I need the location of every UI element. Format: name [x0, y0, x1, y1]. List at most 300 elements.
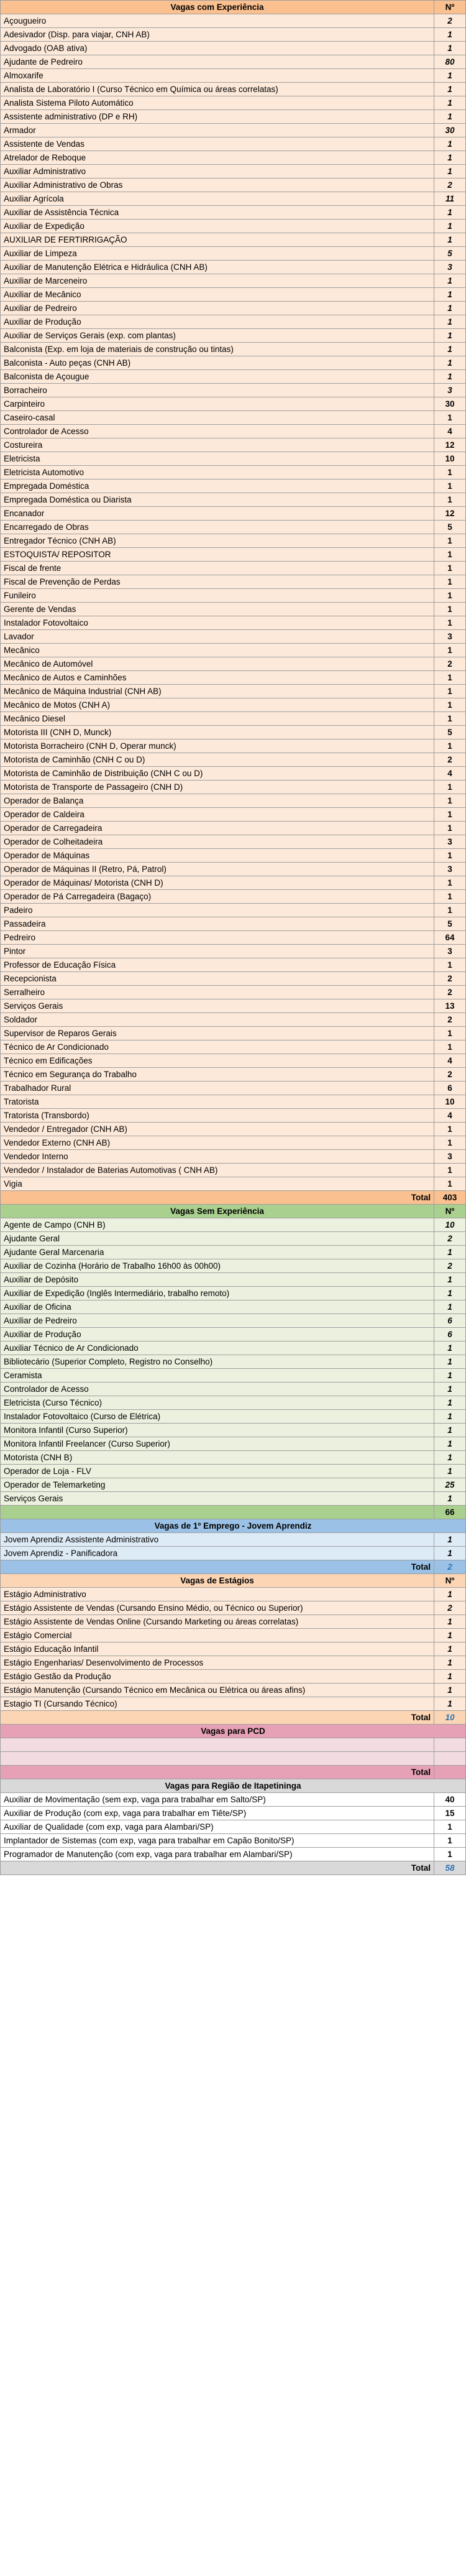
job-title: Tratorista (Transbordo): [1, 1109, 434, 1123]
job-title: Almoxarife: [1, 69, 434, 83]
job-title: Auxiliar de Produção: [1, 1328, 434, 1341]
job-count: 1: [434, 603, 466, 616]
job-title: Adesivador (Disp. para viajar, CNH AB): [1, 28, 434, 42]
job-title: Serviços Gerais: [1, 999, 434, 1013]
section-header-s6: [1, 1779, 466, 1793]
job-count: 1: [434, 1396, 466, 1410]
job-title: Auxiliar de Pedreiro: [1, 302, 434, 315]
job-title: Atrelador de Reboque: [1, 151, 434, 165]
job-title: Estágio Engenharias/ Desenvolvimento de Processos: [1, 1656, 434, 1670]
total-label: [1, 1506, 434, 1519]
job-title: Supervisor de Reparos Gerais: [1, 1027, 434, 1040]
table-row: [1, 69, 466, 83]
job-count: 1: [434, 534, 466, 548]
job-count: 1: [434, 1656, 466, 1670]
job-title: [1, 1752, 434, 1766]
job-title: Auxiliar de Cozinha (Horário de Trabalho 16h00 às 00h00): [1, 1259, 434, 1273]
job-title: Eletricista (Curso Técnico): [1, 1396, 434, 1410]
job-title: Auxiliar de Produção: [1, 315, 434, 329]
section-title: Vagas de Estágios: [1, 1574, 434, 1588]
table-row: [1, 1615, 466, 1629]
section-total: [1, 1766, 466, 1779]
table-row: [1, 1136, 466, 1150]
job-count: 1: [434, 1136, 466, 1150]
section-header-s5: [1, 1725, 466, 1738]
table-row: [1, 712, 466, 726]
job-count: 1: [434, 739, 466, 753]
job-count: 1: [434, 1437, 466, 1451]
section-header-s4: [1, 1574, 466, 1588]
section-total: [1, 1191, 466, 1205]
job-title: Mecânico de Autos e Caminhões: [1, 671, 434, 685]
job-title: Auxiliar de Manutenção Elétrica e Hidráulica (CNH AB): [1, 261, 434, 274]
table-row: [1, 917, 466, 931]
table-row: [1, 1451, 466, 1465]
job-title: Jovem Aprendiz - Panificadora: [1, 1547, 434, 1560]
job-count: 2: [434, 1259, 466, 1273]
job-title: AUXILIAR DE FERTIRRIGAÇÃO: [1, 233, 434, 247]
job-count: 1: [434, 712, 466, 726]
job-title: Estágio Comercial: [1, 1629, 434, 1642]
job-count: 1: [434, 288, 466, 302]
job-count: 11: [434, 192, 466, 206]
job-count: 2: [434, 753, 466, 767]
job-count: 1: [434, 1027, 466, 1040]
table-row: [1, 644, 466, 657]
job-title: Auxiliar de Produção (com exp, vaga para trabalhar em Tiête/SP): [1, 1807, 434, 1820]
job-title: Encarregado de Obras: [1, 521, 434, 534]
job-title: Entregador Técnico (CNH AB): [1, 534, 434, 548]
count-header: Nº: [434, 1205, 466, 1218]
job-count: 2: [434, 1601, 466, 1615]
job-title: Operador de Carregadeira: [1, 822, 434, 835]
table-row: [1, 986, 466, 999]
table-row: [1, 192, 466, 206]
job-count: 1: [434, 28, 466, 42]
job-count: 1: [434, 644, 466, 657]
table-row: [1, 55, 466, 69]
job-title: Jovem Aprendiz Assistente Administrativo: [1, 1533, 434, 1547]
table-row: [1, 1082, 466, 1095]
job-count: 4: [434, 1054, 466, 1068]
table-row: [1, 589, 466, 603]
job-count: 1: [434, 794, 466, 808]
total-label: Total: [1, 1766, 434, 1779]
job-title: Balconista - Auto peças (CNH AB): [1, 356, 434, 370]
job-count: 3: [434, 945, 466, 958]
table-row: [1, 1273, 466, 1287]
job-count: 6: [434, 1314, 466, 1328]
table-row: [1, 1588, 466, 1601]
table-row: [1, 1150, 466, 1164]
job-count: 1: [434, 137, 466, 151]
job-title: Balconista de Açougue: [1, 370, 434, 384]
job-title: Instalador Fotovoltaico (Curso de Elétrica): [1, 1410, 434, 1424]
job-count: 1: [434, 1424, 466, 1437]
job-title: Operador de Máquinas/ Motorista (CNH D): [1, 876, 434, 890]
table-row: [1, 671, 466, 685]
job-count: 1: [434, 876, 466, 890]
job-count: 1: [434, 575, 466, 589]
job-count: 80: [434, 55, 466, 69]
job-title: Estagio TI (Cursando Técnico): [1, 1697, 434, 1711]
table-row: [1, 151, 466, 165]
job-title: Auxiliar de Pedreiro: [1, 1314, 434, 1328]
table-row: [1, 698, 466, 712]
table-row: [1, 356, 466, 370]
table-row: [1, 1218, 466, 1232]
job-title: Operador de Pá Carregadeira (Bagaço): [1, 890, 434, 904]
table-row: [1, 110, 466, 124]
table-row: [1, 1437, 466, 1451]
job-count: 1: [434, 1697, 466, 1711]
job-title: Auxiliar Administrativo: [1, 165, 434, 178]
job-count: 1: [434, 1848, 466, 1861]
job-count: 1: [434, 822, 466, 835]
job-title: Pintor: [1, 945, 434, 958]
table-row: [1, 781, 466, 794]
job-title: Operador de Telemarketing: [1, 1478, 434, 1492]
job-count: 1: [434, 1341, 466, 1355]
job-title: Estágio Assistente de Vendas Online (Cursando Marketing ou áreas correlatas): [1, 1615, 434, 1629]
table-row: [1, 1807, 466, 1820]
table-row: [1, 1492, 466, 1506]
job-count: 5: [434, 521, 466, 534]
table-row: [1, 822, 466, 835]
job-count: 1: [434, 96, 466, 110]
job-count: 1: [434, 480, 466, 493]
table-row: [1, 1027, 466, 1040]
job-count: 1: [434, 343, 466, 356]
job-count: 25: [434, 1478, 466, 1492]
table-row: [1, 1232, 466, 1246]
job-title: Vendedor Interno: [1, 1150, 434, 1164]
job-title: Bibliotecário (Superior Completo, Registro no Conselho): [1, 1355, 434, 1369]
job-title: Recepcionista: [1, 972, 434, 986]
table-row: [1, 96, 466, 110]
table-row: [1, 261, 466, 274]
job-count: 1: [434, 315, 466, 329]
job-title: Analista de Laboratório I (Curso Técnico em Química ou áreas correlatas): [1, 83, 434, 96]
table-row: [1, 1123, 466, 1136]
section-title: Vagas com Experiência: [1, 1, 434, 14]
job-title: Eletricista Automotivo: [1, 466, 434, 480]
job-count: 3: [434, 863, 466, 876]
table-row: [1, 575, 466, 589]
table-row: [1, 397, 466, 411]
job-count: 4: [434, 1109, 466, 1123]
table-row: [1, 630, 466, 644]
job-title: Mecânico Diesel: [1, 712, 434, 726]
job-title: Técnico em Segurança do Trabalho: [1, 1068, 434, 1082]
table-row: [1, 753, 466, 767]
job-title: Auxiliar de Expedição (Inglês Intermediário, trabalho remoto): [1, 1287, 434, 1300]
table-row: [1, 315, 466, 329]
job-title: Monitora Infantil (Curso Superior): [1, 1424, 434, 1437]
job-count: 1: [434, 1684, 466, 1697]
job-title: Estágio Educação Infantil: [1, 1642, 434, 1656]
job-title: Estágio Gestão da Produção: [1, 1670, 434, 1684]
job-count: 1: [434, 781, 466, 794]
job-count: 1: [434, 1533, 466, 1547]
job-count: 1: [434, 1383, 466, 1396]
job-count: 1: [434, 890, 466, 904]
total-value: 10: [434, 1711, 466, 1725]
job-title: Empregada Doméstica: [1, 480, 434, 493]
job-title: Auxiliar Técnico de Ar Condicionado: [1, 1341, 434, 1355]
job-title: Mecânico de Automóvel: [1, 657, 434, 671]
table-row: [1, 534, 466, 548]
job-title: Ajudante Geral: [1, 1232, 434, 1246]
table-row: [1, 562, 466, 575]
table-row: [1, 165, 466, 178]
job-count: 1: [434, 1588, 466, 1601]
table-row: [1, 685, 466, 698]
job-title: Monitora Infantil Freelancer (Curso Superior): [1, 1437, 434, 1451]
job-count: 1: [434, 42, 466, 55]
job-title: Analista Sistema Piloto Automático: [1, 96, 434, 110]
table-row: [1, 521, 466, 534]
job-title: Estágio Administrativo: [1, 1588, 434, 1601]
table-row: [1, 274, 466, 288]
job-count: 1: [434, 698, 466, 712]
job-title: Mecânico de Motos (CNH A): [1, 698, 434, 712]
table-row: [1, 302, 466, 315]
job-count: 1: [434, 110, 466, 124]
job-count: 1: [434, 849, 466, 863]
job-title: ESTOQUISTA/ REPOSITOR: [1, 548, 434, 562]
count-header: Nº: [434, 1574, 466, 1588]
job-title: Técnico em Edificações: [1, 1054, 434, 1068]
table-row: [1, 1095, 466, 1109]
total-value: 403: [434, 1191, 466, 1205]
table-row: [1, 603, 466, 616]
job-title: Funileiro: [1, 589, 434, 603]
job-count: 1: [434, 493, 466, 507]
table-row: [1, 958, 466, 972]
section-total: [1, 1506, 466, 1519]
table-row: [1, 1369, 466, 1383]
job-title: Encanador: [1, 507, 434, 521]
job-count: 1: [434, 274, 466, 288]
job-count: 1: [434, 685, 466, 698]
job-count: 3: [434, 835, 466, 849]
table-row: [1, 384, 466, 397]
job-title: Pedreiro: [1, 931, 434, 945]
job-count: 1: [434, 548, 466, 562]
job-title: [1, 1738, 434, 1752]
job-title: Assistente administrativo (DP e RH): [1, 110, 434, 124]
table-row: [1, 83, 466, 96]
table-row: [1, 1109, 466, 1123]
job-title: Açougueiro: [1, 14, 434, 28]
job-count: 1: [434, 1615, 466, 1629]
table-row: [1, 1259, 466, 1273]
job-title: Fiscal de frente: [1, 562, 434, 575]
job-title: Motorista de Transporte de Passageiro (CNH D): [1, 781, 434, 794]
job-count: 1: [434, 151, 466, 165]
job-title: Lavador: [1, 630, 434, 644]
section-total: [1, 1861, 466, 1875]
table-row: [1, 1656, 466, 1670]
job-title: Vendedor / Entregador (CNH AB): [1, 1123, 434, 1136]
table-row: [1, 1040, 466, 1054]
job-title: Auxiliar de Depósito: [1, 1273, 434, 1287]
job-count: 4: [434, 425, 466, 438]
job-count: 1: [434, 83, 466, 96]
job-title: Operador de Caldeira: [1, 808, 434, 822]
job-title: Auxiliar de Limpeza: [1, 247, 434, 261]
job-title: Motorista III (CNH D, Munck): [1, 726, 434, 739]
job-title: Operador de Colheitadeira: [1, 835, 434, 849]
table-row: [1, 1752, 466, 1766]
table-row: [1, 931, 466, 945]
table-row: [1, 1793, 466, 1807]
job-count: 5: [434, 917, 466, 931]
job-count: 1: [434, 1300, 466, 1314]
table-row: [1, 616, 466, 630]
job-count: 1: [434, 1547, 466, 1560]
job-title: Instalador Fotovoltaico: [1, 616, 434, 630]
table-row: [1, 493, 466, 507]
table-row: [1, 1054, 466, 1068]
section-header-s3: [1, 1519, 466, 1533]
table-row: [1, 1177, 466, 1191]
job-title: Carpinteiro: [1, 397, 434, 411]
job-title: Auxiliar Agrícola: [1, 192, 434, 206]
job-title: Ajudante Geral Marcenaria: [1, 1246, 434, 1259]
job-count: 1: [434, 904, 466, 917]
table-row: [1, 42, 466, 55]
job-count: 12: [434, 507, 466, 521]
table-row: [1, 1341, 466, 1355]
table-row: [1, 1478, 466, 1492]
job-count: 1: [434, 411, 466, 425]
job-title: Armador: [1, 124, 434, 137]
job-title: Controlador de Acesso: [1, 425, 434, 438]
job-count: 1: [434, 1642, 466, 1656]
job-title: Ceramista: [1, 1369, 434, 1383]
job-title: Soldador: [1, 1013, 434, 1027]
job-count: 1: [434, 1246, 466, 1259]
job-title: Vendedor Externo (CNH AB): [1, 1136, 434, 1150]
section-header-s2: [1, 1205, 466, 1218]
job-count: 1: [434, 220, 466, 233]
table-row: [1, 876, 466, 890]
table-row: [1, 835, 466, 849]
job-title: Auxiliar de Expedição: [1, 220, 434, 233]
table-row: [1, 890, 466, 904]
job-count: 2: [434, 1013, 466, 1027]
table-row: [1, 233, 466, 247]
job-count: 1: [434, 329, 466, 343]
table-row: [1, 1820, 466, 1834]
job-count: 5: [434, 247, 466, 261]
table-row: [1, 1314, 466, 1328]
table-row: [1, 1465, 466, 1478]
table-row: [1, 1834, 466, 1848]
table-row: [1, 411, 466, 425]
job-count: 1: [434, 69, 466, 83]
job-title: Motorista de Caminhão (CNH C ou D): [1, 753, 434, 767]
table-row: [1, 1684, 466, 1697]
job-title: Motorista Borracheiro (CNH D, Operar munck): [1, 739, 434, 753]
job-count: 13: [434, 999, 466, 1013]
section-title: Vagas para PCD: [1, 1725, 466, 1738]
job-count: 3: [434, 630, 466, 644]
job-count: 5: [434, 726, 466, 739]
job-count: 1: [434, 1834, 466, 1848]
job-count: 1: [434, 1123, 466, 1136]
table-row: [1, 206, 466, 220]
job-title: Professor de Educação Física: [1, 958, 434, 972]
table-row: [1, 1355, 466, 1369]
job-count: 3: [434, 384, 466, 397]
total-value: [434, 1766, 466, 1779]
table-row: [1, 178, 466, 192]
table-row: [1, 1246, 466, 1259]
job-count: 10: [434, 452, 466, 466]
job-count: 2: [434, 657, 466, 671]
table-row: [1, 1383, 466, 1396]
job-count: 6: [434, 1328, 466, 1341]
job-count: 1: [434, 589, 466, 603]
job-count: 1: [434, 1287, 466, 1300]
job-title: Auxiliar de Mecânico: [1, 288, 434, 302]
job-title: Auxiliar Administrativo de Obras: [1, 178, 434, 192]
job-count: 40: [434, 1793, 466, 1807]
job-title: Gerente de Vendas: [1, 603, 434, 616]
table-row: [1, 548, 466, 562]
table-row: [1, 1396, 466, 1410]
count-header: Nº: [434, 1, 466, 14]
table-row: [1, 1848, 466, 1861]
table-row: [1, 137, 466, 151]
job-count: 1: [434, 1369, 466, 1383]
job-count: 1: [434, 370, 466, 384]
table-row: [1, 1697, 466, 1711]
job-title: Operador de Máquinas II (Retro, Pá, Patrol): [1, 863, 434, 876]
table-row: [1, 1287, 466, 1300]
job-title: Estágio Assistente de Vendas (Cursando Ensino Médio, ou Técnico ou Superior): [1, 1601, 434, 1615]
job-title: Fiscal de Prevenção de Perdas: [1, 575, 434, 589]
job-count: 2: [434, 1068, 466, 1082]
table-row: [1, 1328, 466, 1341]
total-label: Total: [1, 1560, 434, 1574]
job-count: 1: [434, 302, 466, 315]
job-count: [434, 1738, 466, 1752]
table-row: [1, 849, 466, 863]
job-count: 10: [434, 1095, 466, 1109]
table-row: [1, 480, 466, 493]
job-count: 1: [434, 1164, 466, 1177]
table-row: [1, 1300, 466, 1314]
table-row: [1, 1547, 466, 1560]
job-count: 2: [434, 972, 466, 986]
job-title: Assistente de Vendas: [1, 137, 434, 151]
job-title: Vendedor / Instalador de Baterias Automotivas ( CNH AB): [1, 1164, 434, 1177]
job-title: Operador de Loja - FLV: [1, 1465, 434, 1478]
job-count: 1: [434, 1492, 466, 1506]
table-row: [1, 1068, 466, 1082]
table-row: [1, 657, 466, 671]
table-row: [1, 288, 466, 302]
job-count: 1: [434, 1410, 466, 1424]
table-row: [1, 14, 466, 28]
job-count: 15: [434, 1807, 466, 1820]
job-count: 1: [434, 165, 466, 178]
job-title: Operador de Balança: [1, 794, 434, 808]
